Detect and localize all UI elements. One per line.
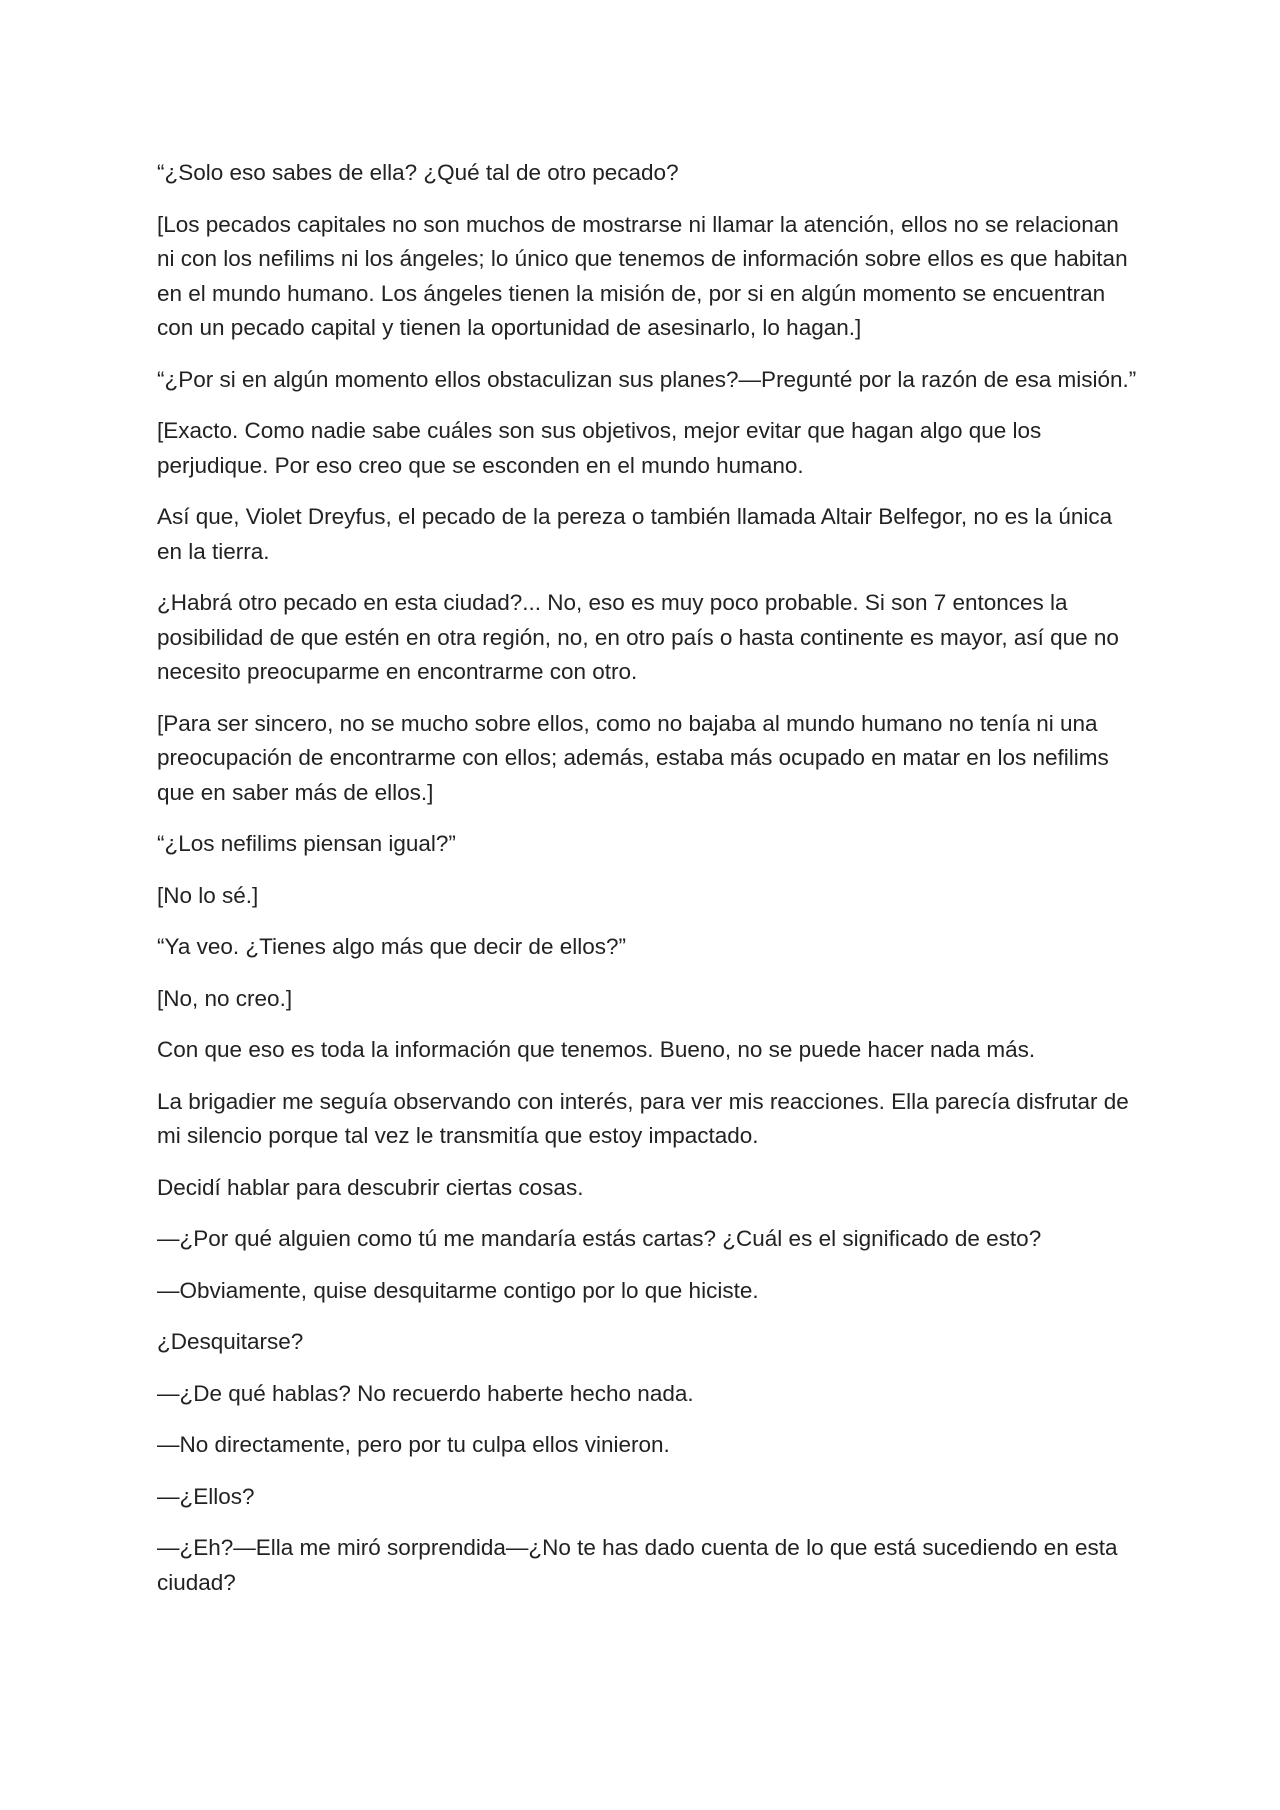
paragraph: Decidí hablar para descubrir ciertas cosas. <box>157 1174 584 1200</box>
paragraph: —No directamente, pero por tu culpa ellos vinieron. <box>157 1432 670 1457</box>
paragraph: ¿Habrá otro pecado en esta ciudad?... No, eso es muy poco probable. Si son 7 entonces la posibilidad de que estén en otra región, no, en otro país o hasta continente es mayor, así que no necesito preocuparme en encontrarme con otro. <box>157 590 1119 684</box>
paragraph: —¿Ellos? <box>157 1483 255 1509</box>
paragraph: —¿Eh?—Ella me miró sorprendida—¿No te has dado cuenta de lo que está sucediendo en esta ciudad? <box>157 1535 1118 1595</box>
document-body <box>157 156 1137 1617</box>
paragraph: [No, no creo.] <box>157 985 293 1011</box>
paragraph: “¿Por si en algún momento ellos obstaculizan sus planes?—Pregunté por la razón de esa misión.” <box>157 366 1137 392</box>
paragraph: —Obviamente, quise desquitarme contigo por lo que hiciste. <box>157 1277 759 1303</box>
paragraph: —¿Por qué alguien como tú me mandaría estás cartas? ¿Cuál es el significado de esto? <box>157 1226 1042 1251</box>
paragraph: ¿Desquitarse? <box>157 1329 304 1354</box>
paragraph: [No lo sé.] <box>157 882 259 908</box>
paragraph: Con que eso es toda la información que tenemos. Bueno, no se puede hacer nada más. <box>157 1037 1036 1062</box>
paragraph: [Exacto. Como nadie sabe cuáles son sus objetivos, mejor evitar que hagan algo que los perjudique. Por eso creo que se esconden en el mundo humano. <box>157 418 1042 478</box>
paragraph: “¿Solo eso sabes de ella? ¿Qué tal de otro pecado? <box>157 160 679 185</box>
paragraph: Así que, Violet Dreyfus, el pecado de la pereza o también llamada Altair Belfegor, no es la única en la tierra. <box>157 504 1113 564</box>
paragraph: “¿Los nefilims piensan igual?” <box>157 831 456 856</box>
paragraph: “Ya veo. ¿Tienes algo más que decir de ellos?” <box>157 934 626 959</box>
paragraph: —¿De qué hablas? No recuerdo haberte hecho nada. <box>157 1380 694 1406</box>
paragraph: [Para ser sincero, no se mucho sobre ellos, como no bajaba al mundo humano no tenía ni una preocupación de encontrarme con ellos; además, estaba más ocupado en matar en los nefilims que en saber más de ellos.] <box>157 710 1109 805</box>
paragraph: [Los pecados capitales no son muchos de mostrarse ni llamar la atención, ellos no se relacionan ni con los nefilims ni los ángeles; lo único que tenemos de información sobre ellos es que habitan en el mundo humano. Los ángeles tienen la misión de, por si en algún momento se encuentran con un pecado capital y tienen la oportunidad de asesinarlo, lo hagan.] <box>157 211 1128 340</box>
paragraph: La brigadier me seguía observando con interés, para ver mis reacciones. Ella parecía disfrutar de mi silencio porque tal vez le transmitía que estoy impactado. <box>157 1088 1129 1148</box>
